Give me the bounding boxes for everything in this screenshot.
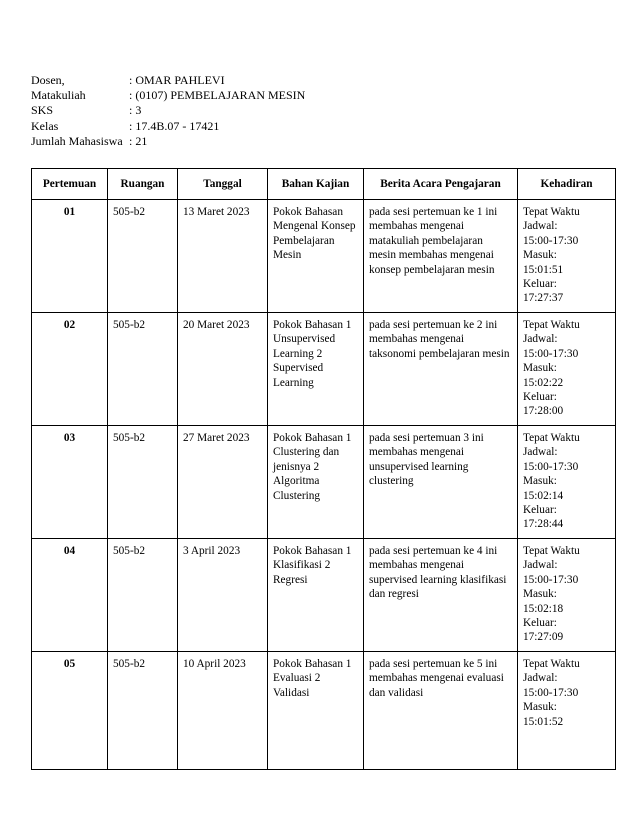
kehadiran-cell bbox=[518, 200, 616, 313]
pertemuan-cell: 01 bbox=[32, 200, 108, 313]
bahan-kajian-cell: Pokok Bahasan 1 Evaluasi 2 Validasi bbox=[268, 652, 364, 770]
berita-acara-cell: pada sesi pertemuan ke 4 ini membahas mengenai supervised learning klasifikasi dan regresi bbox=[364, 539, 518, 652]
ruangan-cell: 505-b2 bbox=[108, 539, 178, 652]
info-row-matakuliah bbox=[31, 88, 305, 103]
kehadiran-line: 15:00-17:30 bbox=[523, 460, 579, 473]
kehadiran-line: 15:02:18 bbox=[523, 602, 564, 615]
tanggal-cell: 13 Maret 2023 bbox=[178, 200, 268, 313]
info-row-sks bbox=[31, 103, 305, 118]
tanggal-cell: 3 April 2023 bbox=[178, 539, 268, 652]
kehadiran-cell bbox=[518, 539, 616, 652]
tanggal-cell: 10 April 2023 bbox=[178, 652, 268, 770]
kehadiran-line: Jadwal: bbox=[523, 672, 558, 685]
kehadiran-line: Keluar: bbox=[523, 617, 557, 630]
column-header-ruangan: Ruangan bbox=[108, 169, 178, 200]
kehadiran-line: Keluar: bbox=[523, 504, 557, 517]
info-row-dosen bbox=[31, 73, 305, 88]
ruangan-cell: 505-b2 bbox=[108, 426, 178, 539]
kehadiran-line: Masuk: bbox=[523, 701, 557, 714]
info-label: Jumlah Mahasiswa bbox=[31, 133, 123, 148]
kehadiran-line: 15:01:51 bbox=[523, 263, 564, 276]
pertemuan-cell: 02 bbox=[32, 313, 108, 426]
berita-acara-cell: pada sesi pertemuan ke 2 ini membahas mengenai taksonomi pembelajaran mesin bbox=[364, 313, 518, 426]
info-value: : 3 bbox=[129, 103, 142, 118]
kehadiran-status: Tepat Waktu bbox=[523, 319, 580, 331]
ruangan-cell: 505-b2 bbox=[108, 652, 178, 770]
kehadiran-cell bbox=[518, 426, 616, 539]
kehadiran-status: Tepat Waktu bbox=[523, 545, 580, 557]
column-header-berita-acara: Berita Acara Pengajaran bbox=[364, 169, 518, 200]
table-row bbox=[32, 426, 616, 539]
bahan-kajian-cell: Pokok Bahasan 1 Unsupervised Learning 2 Supervised Learning bbox=[268, 313, 364, 426]
kehadiran-line: Jadwal: bbox=[523, 559, 558, 572]
kehadiran-line: Jadwal: bbox=[523, 446, 558, 459]
info-row-kelas bbox=[31, 119, 305, 134]
column-header-pertemuan: Pertemuan bbox=[32, 169, 108, 200]
pertemuan-cell: 05 bbox=[32, 652, 108, 770]
kehadiran-line: Masuk: bbox=[523, 249, 557, 262]
kehadiran-line: 15:02:14 bbox=[523, 489, 564, 502]
info-value: : 21 bbox=[129, 133, 148, 148]
table-header-row bbox=[32, 169, 616, 200]
ruangan-cell: 505-b2 bbox=[108, 200, 178, 313]
kehadiran-status: Tepat Waktu bbox=[523, 432, 580, 444]
column-header-bahan-kajian: Bahan Kajian bbox=[268, 169, 364, 200]
kehadiran-line: Masuk: bbox=[523, 588, 557, 601]
kehadiran-line: 15:00-17:30 bbox=[523, 347, 579, 360]
kehadiran-line: Masuk: bbox=[523, 475, 557, 488]
kehadiran-line: 17:27:37 bbox=[523, 292, 564, 305]
berita-acara-cell: pada sesi pertemuan ke 1 ini membahas mengenai matakuliah pembelajaran mesin membahas mengenai konsep pembelajaran mesin bbox=[364, 200, 518, 313]
kehadiran-line: Keluar: bbox=[523, 278, 557, 291]
column-header-kehadiran: Kehadiran bbox=[518, 169, 616, 200]
kehadiran-line: 15:00-17:30 bbox=[523, 573, 579, 586]
kehadiran-line: 15:02:22 bbox=[523, 376, 564, 389]
kehadiran-cell bbox=[518, 313, 616, 426]
bahan-kajian-cell: Pokok Bahasan 1 Clustering dan jenisnya 2 Algoritma Clustering bbox=[268, 426, 364, 539]
table-row bbox=[32, 200, 616, 313]
pertemuan-cell: 03 bbox=[32, 426, 108, 539]
info-label: Matakuliah bbox=[31, 88, 86, 103]
info-label: SKS bbox=[31, 103, 54, 118]
kehadiran-line: 17:27:09 bbox=[523, 631, 564, 644]
pertemuan-cell: 04 bbox=[32, 539, 108, 652]
kehadiran-line: Jadwal: bbox=[523, 333, 558, 346]
tanggal-cell: 27 Maret 2023 bbox=[178, 426, 268, 539]
table-row bbox=[32, 313, 616, 426]
berita-acara-cell: pada sesi pertemuan 3 ini membahas mengenai unsupervised learning clustering bbox=[364, 426, 518, 539]
attendance-table bbox=[31, 168, 616, 770]
kehadiran-line: 15:00-17:30 bbox=[523, 686, 579, 699]
kehadiran-cell bbox=[518, 652, 616, 770]
berita-acara-cell: pada sesi pertemuan ke 5 ini membahas mengenai evaluasi dan validasi bbox=[364, 652, 518, 770]
kehadiran-status: Tepat Waktu bbox=[523, 658, 580, 670]
kehadiran-line: Keluar: bbox=[523, 391, 557, 404]
tanggal-cell: 20 Maret 2023 bbox=[178, 313, 268, 426]
table-row bbox=[32, 539, 616, 652]
kehadiran-status: Tepat Waktu bbox=[523, 206, 580, 218]
info-label: Kelas bbox=[31, 118, 59, 133]
kehadiran-line: 17:28:00 bbox=[523, 405, 564, 418]
bahan-kajian-cell: Pokok Bahasan Mengenal Konsep Pembelajaran Mesin bbox=[268, 200, 364, 313]
kehadiran-line: 15:00-17:30 bbox=[523, 234, 579, 247]
kehadiran-line: 15:01:52 bbox=[523, 715, 564, 728]
info-row-jumlah-mahasiswa bbox=[31, 134, 305, 149]
kehadiran-line: Masuk: bbox=[523, 362, 557, 375]
course-info bbox=[31, 73, 305, 149]
bahan-kajian-cell: Pokok Bahasan 1 Klasifikasi 2 Regresi bbox=[268, 539, 364, 652]
ruangan-cell: 505-b2 bbox=[108, 313, 178, 426]
column-header-tanggal: Tanggal bbox=[178, 169, 268, 200]
kehadiran-line: 17:28:44 bbox=[523, 518, 564, 531]
kehadiran-line: Jadwal: bbox=[523, 220, 558, 233]
table-row bbox=[32, 652, 616, 770]
info-value: : (0107) PEMBELAJARAN MESIN bbox=[129, 88, 306, 103]
info-value: : OMAR PAHLEVI bbox=[129, 73, 225, 87]
info-label: Dosen, bbox=[31, 73, 65, 87]
info-value: : 17.4B.07 - 17421 bbox=[129, 118, 220, 133]
